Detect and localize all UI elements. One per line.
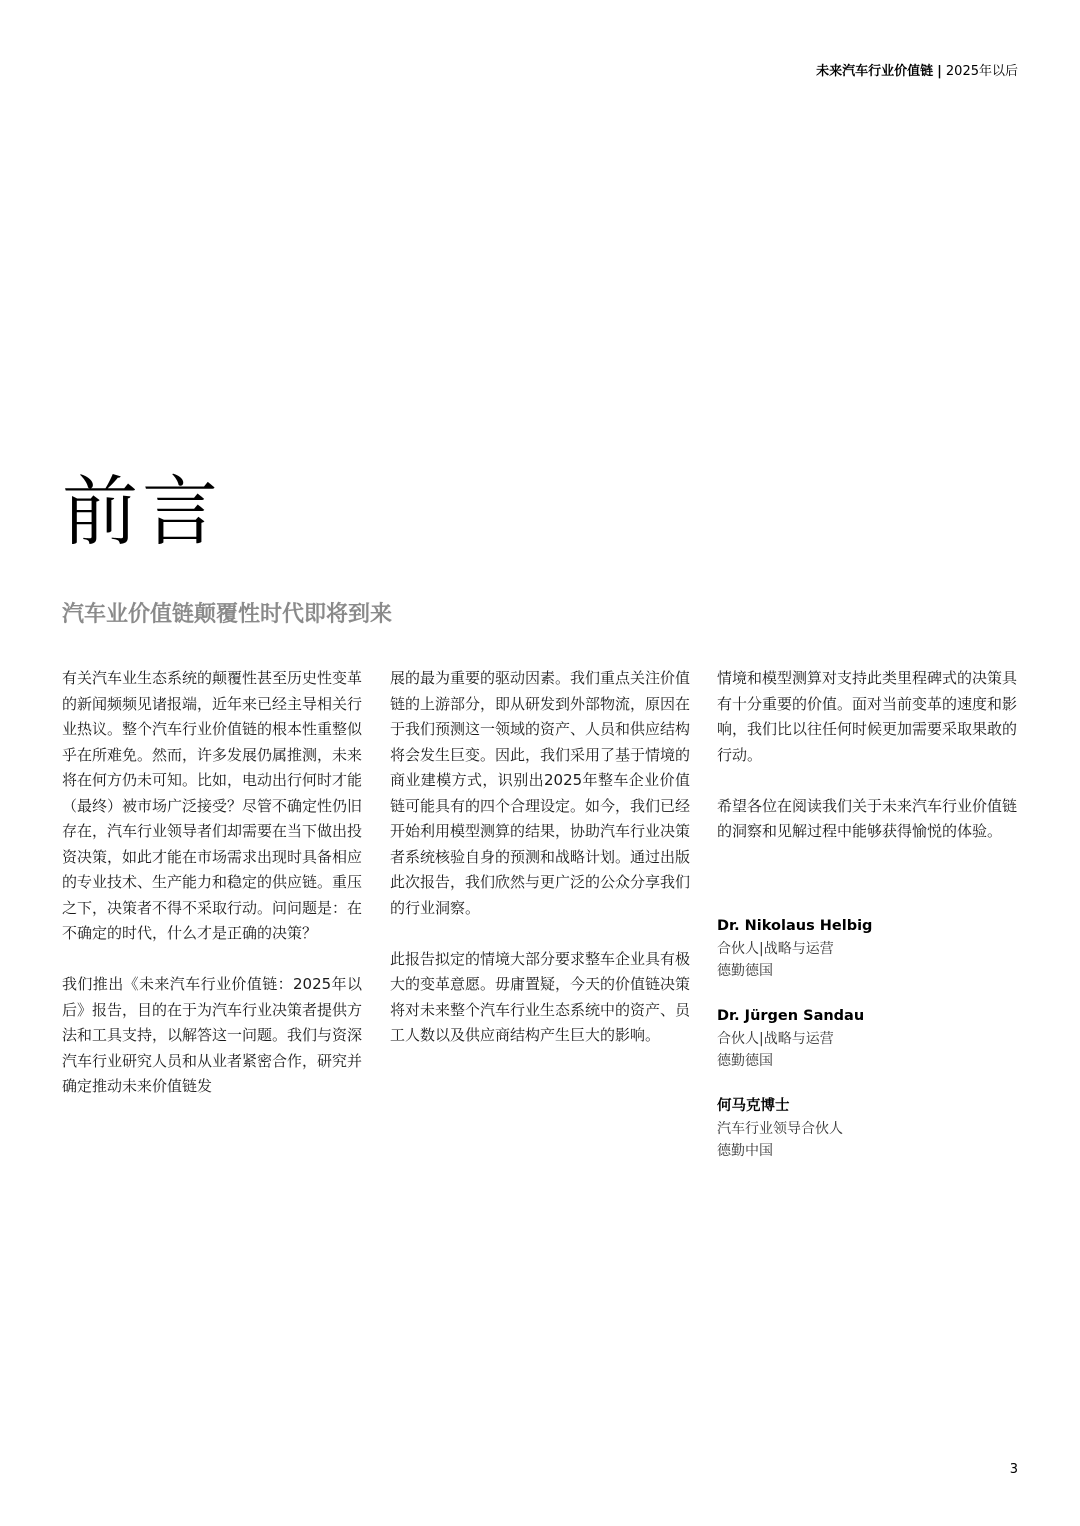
text-column-1 — [62, 666, 362, 1125]
signatories — [717, 914, 1017, 1184]
text-column-3 — [717, 666, 1017, 870]
text-column-2 — [390, 666, 690, 1074]
page-number: 3 — [1009, 1462, 1018, 1477]
signatory-org: 德勤德国 — [717, 963, 773, 979]
running-header — [816, 60, 1018, 79]
signatory-role: 合伙人|战略与运营 — [717, 1031, 834, 1047]
header-doc-title: 未来汽车行业价值链 — [816, 64, 934, 79]
paragraph: 此报告拟定的情境大部分要求整车企业具有极大的变革意愿。毋庸置疑，今天的价值链决策将对未来整个汽车行业生态系统中的资产、员工人数以及供应商结构产生巨大的影响。 — [390, 949, 691, 1044]
paragraph: 希望各位在阅读我们关于未来汽车行业价值链的洞察和见解过程中能够获得愉悦的体验。 — [717, 796, 1018, 840]
header-doc-subtitle: 2025年以后 — [945, 64, 1018, 79]
signatory-org: 德勤德国 — [717, 1053, 773, 1069]
signatory — [717, 1094, 1017, 1162]
signatory — [717, 914, 1017, 982]
signatory-name: Dr. Nikolaus Helbig — [717, 918, 873, 934]
header-separator: | — [937, 64, 942, 79]
paragraph: 情境和模型测算对支持此类里程碑式的决策具有十分重要的价值。面对当前变革的速度和影响，我们比以往任何时候更加需要采取果敢的行动。 — [717, 669, 1018, 764]
paragraph: 展的最为重要的驱动因素。我们重点关注价值链的上游部分，即从研发到外部物流，原因在于我们预测这一领域的资产、人员和供应结构将会发生巨变。因此，我们采用了基于情境的商业建模方式，识别出2025年整车企业价值链可能具有的四个合理设定。如今，我们已经开始利用模型测算的结果，协助汽车行业决策者系统核验自身的预测和战略计划。通过出版此次报告，我们欣然与更广泛的公众分享我们的行业洞察。 — [390, 669, 691, 917]
page-subtitle: 汽车业价值链颠覆性时代即将到来 — [62, 602, 393, 627]
paragraph: 有关汽车业生态系统的颠覆性甚至历史性变革的新闻频频见诸报端，近年来已经主导相关行业热议。整个汽车行业价值链的根本性重整似乎在所难免。然而，许多发展仍属推测，未来将在何方仍未可知。比如，电动出行何时才能（最终）被市场广泛接受？尽管不确定性仍旧存在，汽车行业领导者们却需要在当下做出投资决策，如此才能在市场需求出现时具备相应的专业技术、生产能力和稳定的供应链。重压之下，决策者不得不采取行动。问问题是：在不确定的时代，什么才是正确的决策？ — [62, 669, 363, 942]
paragraph: 我们推出《未来汽车行业价值链：2025年以后》报告，目的在于为汽车行业决策者提供方法和工具支持，以解答这一问题。我们与资深汽车行业研究人员和从业者紧密合作，研究并确定推动未来价值链发 — [62, 975, 363, 1095]
signatory-role: 汽车行业领导合伙人 — [717, 1121, 843, 1137]
signatory-name: 何马克博士 — [717, 1098, 790, 1114]
signatory-org: 德勤中国 — [717, 1143, 773, 1159]
signatory-name: Dr. Jürgen Sandau — [717, 1008, 865, 1024]
signatory-role: 合伙人|战略与运营 — [717, 941, 834, 957]
page-title: 前言 — [62, 467, 222, 556]
signatory — [717, 1004, 1017, 1072]
